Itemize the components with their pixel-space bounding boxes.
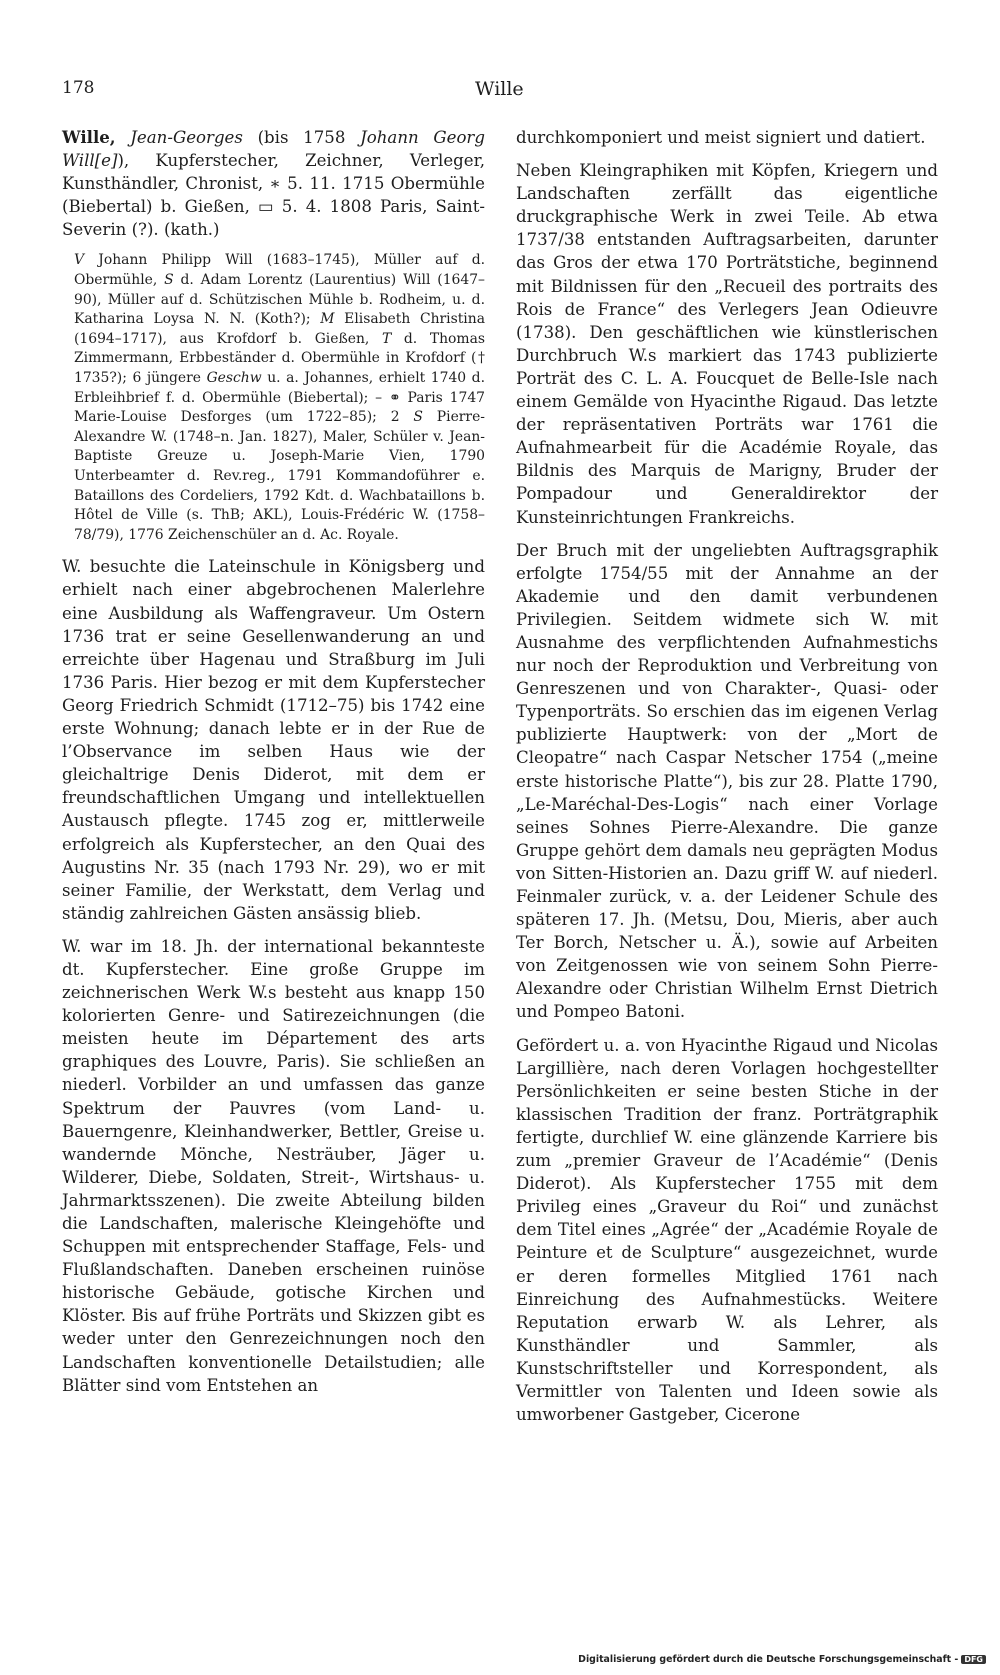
body-paragraph: Neben Kleingraphiken mit Köpfen, Kriegern und Landschaften zerfällt das eigentliche druckgraphische Werk in zwei Teile. Ab etwa 1737/38 entstanden Auftragsarbeiten, darunter das Gros der etwa 170 Porträtstiche, beginnend mit Bildnissen für den „Recueil des portraits des Rois de France“ des Verlegers Jean Odieuvre (1738). Den geschäftlichen wie künstlerischen Durchbruch W.s markiert das 1743 publizierte Porträt des C. L. A. Foucquet de Belle-Isle nach einem Gemälde von Hyacinthe Rigaud. Das letzte der repräsentativen Porträts war 1761 die Aufnahmearbeit für die Académie Royale, das Bildnis des Marquis de Marigny, Bruder der Pompadour und Generaldirektor der Kunsteinrichtungen Frankreichs. [516, 161, 938, 527]
right-column [516, 126, 938, 1436]
entry-birth-name-prefix: (bis 1758 [242, 128, 361, 147]
body-paragraph: durchkomponiert und meist signiert und datiert. [516, 128, 926, 147]
genealogy-s2-label: S [413, 409, 423, 426]
genealogy-block [74, 251, 485, 545]
footer-text: Digitalisierung gefördert durch die Deutsche Forschungsgemeinschaft - [578, 1654, 959, 1665]
page-number: 178 [62, 78, 95, 98]
genealogy-s2-text: Pierre-Alexandre W. (1748–n. Jan. 1827), Maler, Schüler v. Jean-Baptiste Greuze u. Joseph-Marie Vien, 1790 Unterbeamter d. Rev.reg., 1791 Kommandoführer e. Bataillons des Cordeliers, 1792 Kdt. d. Wachbataillons b. Hôtel de Ville (s. ThB; AKL), Louis-Frédéric W. (1758–78/79), 1776 Zeichenschüler an d. Ac. Royale. [74, 409, 485, 543]
left-column [62, 126, 485, 1407]
page-header [0, 78, 1000, 108]
genealogy-geschw-label: Geschw [206, 370, 262, 387]
entry-surname: Wille, [62, 127, 116, 147]
genealogy-m-text: Elisabeth Christina (1694–1717), aus Krofdorf b. Gießen, [74, 311, 485, 347]
genealogy-m-label: M [320, 311, 335, 328]
body-paragraph: W. war im 18. Jh. der international bekannteste dt. Kupferstecher. Eine große Gruppe im zeichnerischen Werk W.s besteht aus knapp 150 kolorierten Genre- und Satirezeichnungen (die meisten heute im Département des arts graphiques des Louvre, Paris). Sie schließen an niederl. Vorbilder an und umfassen das ganze Spektrum der Pauvres (vom Land- u. Bauerngenre, Kleinhandwerker, Bettler, Greise u. wandernde Mönche, Nesträuber, Jäger u. Wilderer, Diebe, Soldaten, Streit-, Wirtshaus- u. Jahrmarktsszenen). Die zweite Abteilung bilden die Landschaften, malerische Kleingehöfte und Schuppen mit entsprechender Staffage, Fels- und Flußlandschaften. Daneben erscheinen ruinöse historische Gebäude, gotische Kirchen und Klöster. Bis auf frühe Porträts und Skizzen gibt es weder unter den Genrezeichnungen noch den Landschaften konventionelle Detailstudien; alle Blätter sind vom Entstehen an [62, 936, 485, 1395]
genealogy-t-text: d. Thomas Zimmermann, Erbbeständer d. Obermühle in Krofdorf († 1735?); 6 jüngere [74, 330, 485, 387]
body-paragraph: W. besuchte die Lateinschule in Königsberg und erhielt nach einer abgebrochenen Malerlehre eine Ausbildung als Waffengraveur. Um Ostern 1736 trat er seine Gesellenwanderung an und erreichte über Hagenau und Straßburg im Juli 1736 Paris. Hier bezog er mit dem Kupferstecher Georg Friedrich Schmidt (1712–75) bis 1742 eine erste Wohnung; danach lebte er in der Rue de l’Observance im selben Haus wie der gleichaltrige Denis Diderot, mit dem er freundschaftlichen Umgang und intellektuellen Austausch pflegte. 1745 zog er, mittlerweile erfolgreich als Kupferstecher, an den Quai des Augustins Nr. 35 (nach 1793 Nr. 29), wo er mit seiner Familie, der Werkstatt, dem Verlag und ständig zahlreichen Gästen ansässig blieb. [62, 557, 485, 923]
genealogy-s-text: d. Adam Lorentz (Laurentius) Will (1647–90), Müller auf d. Schützischen Mühle b. Rodheim, u. d. Katharina Loysa N. N. (Koth?); [74, 272, 485, 328]
entry-intro-rest: ), Kupferstecher, Zeichner, Verleger, Kunsthändler, Chronist, ∗ 5. 11. 1715 Obermühle (Biebertal) b. Gießen, ▭ 5. 4. 1808 Paris, Saint-Severin (?). (kath.) [62, 151, 485, 240]
entry-given-names: Jean-Georges [130, 128, 243, 147]
digitization-footer [578, 1654, 986, 1665]
entry-birth-name: Johann Georg Will[e] [62, 128, 485, 171]
genealogy-v-text: Johann Philipp Will (1683–1745), Müller auf d. Obermühle, [74, 252, 485, 289]
entry-heading [62, 126, 485, 241]
dfg-logo: DFG [961, 1655, 986, 1664]
genealogy-t-label: T [381, 330, 392, 347]
genealogy-s-label: S [164, 272, 174, 289]
body-paragraph: Der Bruch mit der ungeliebten Auftragsgraphik erfolgte 1754/55 mit der Annahme an der Akademie und den damit verbundenen Privilegien. Seitdem widmete sich W. mit Ausnahme des verpflichtenden Aufnahmestichs nur noch der Reproduktion und Verbreitung von Genreszenen und von Charakter-, Quasi- oder Typenporträts. So erschien das im eigenen Verlag publizierte Hauptwerk: von der „Mort de Cleopatre“ nach Caspar Netscher 1754 („meine erste historische Platte“), bis zur 28. Platte 1790, „Le-Maréchal-Des-Logis“ nach einer Vorlage seines Sohnes Pierre-Alexandre. Die ganze Gruppe gehört dem damals neu geprägten Modus von Sitten-Historien an. Dazu griff W. auf niederl. Feinmaler zurück, v. a. der Leidener Schule des späteren 17. Jh. (Metsu, Dou, Mieris, aber auch Ter Borch, Netscher u. Ä.), sowie auf Arbeiten von Zeitgenossen wie von seinem Sohn Pierre-Alexandre oder Christian Wilhelm Ernst Dietrich und Pompeo Batoni. [516, 540, 938, 1022]
genealogy-v-label: V [74, 252, 85, 269]
genealogy-geschw-text: u. a. Johannes, erhielt 1740 d. Erbleihbrief f. d. Obermühle (Biebertal); – ⚭ Paris 1747 Marie-Louise Desforges (um 1722–85); 2 [74, 370, 485, 426]
body-paragraph: Gefördert u. a. von Hyacinthe Rigaud und Nicolas Largillière, nach deren Vorlagen hochgestellter Persönlichkeiten er seine besten Stiche in der klassischen Tradition der franz. Porträtgraphik fertigte, durchlief W. eine glänzende Karriere bis zum „premier Graveur de l’Académie“ (Denis Diderot). Als Kupferstecher 1755 mit dem Privileg eines „Graveur du Roi“ und zunächst dem Titel eines „Agrée“ der „Académie Royale de Peinture et de Sculpture“ ausgezeichnet, wurde er deren formelles Mitglied 1761 nach Einreichung des Aufnahmestücks. Weitere Reputation erwarb W. als Lehrer, als Kunsthändler und Sammler, als Kunstschriftsteller und Korrespondent, als Vermittler von Talenten und Ideen sowie als umworbener Gastgeber, Cicerone [516, 1035, 938, 1425]
running-head: Wille [475, 78, 524, 100]
